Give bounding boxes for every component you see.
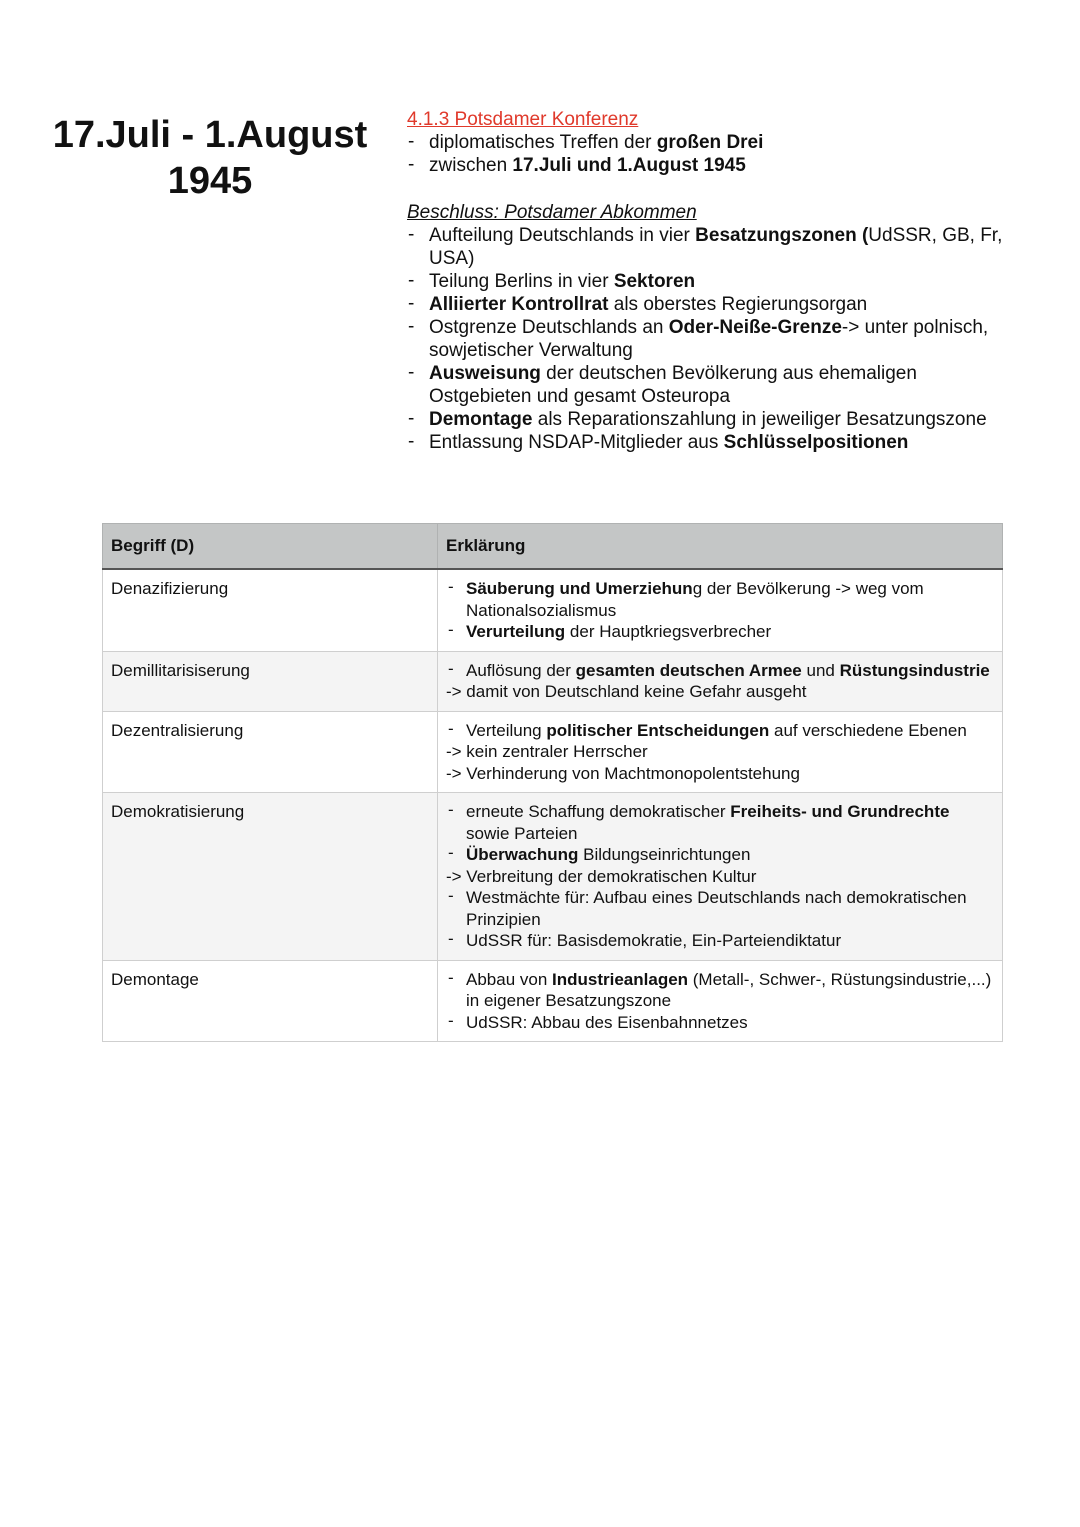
header-explanation: Erklärung [438,524,1003,570]
bold-text: Oder-Neiße-Grenze [668,317,842,338]
explanation-line [446,763,994,785]
bold-text: politischer Entscheidungen [546,720,770,740]
text: (Metall-, Schwer-, Rüstungsindustrie,...) in eigener Besatzungszone [466,969,992,1010]
explanation-line [446,801,994,844]
term-cell: Demokratisierung [103,793,438,961]
explanation-cell [438,651,1003,711]
explanation-cell [438,960,1003,1042]
text: als oberstes Regierungsorgan [608,294,868,315]
bold-text: Demontage [429,409,533,430]
bold-text: Säuberung und Umerziehun [466,579,693,598]
bold-text: großen Drei [656,132,764,153]
decision-subtitle: Beschluss: Potsdamer Abkommen [407,202,697,223]
explanation-line [446,866,994,888]
text: auf verschiedene Ebenen [769,720,967,740]
text: UdSSR: Abbau des Eisenbahnnetzes [466,1012,748,1032]
bold-text: Besatzungszonen ( [695,225,869,246]
text: Auflösung der [466,660,576,680]
date-heading-line2: 1945 [167,160,253,202]
explanation-line [446,720,994,742]
text: Bildungseinrichtungen [578,845,751,864]
text: Teilung Berlins in vier [429,271,614,292]
text: Aufteilung Deutschlands in vier [429,225,696,246]
explanation-cell [438,793,1003,961]
bold-text: Ausweisung [429,363,541,384]
date-heading [40,112,380,204]
text: und [801,660,840,680]
text: Westmächte für: Aufbau eines Deutschlands nach demokratischen Prinzipien [466,888,967,929]
explanation-line [446,844,994,866]
text: g der Bevölkerung -> weg vom Nationalsozialismus [466,579,924,620]
notes-section [407,108,1007,454]
text: Ostgrenze Deutschlands an [429,317,669,338]
explanation-line [446,741,994,763]
bold-text: Rüstungsindustrie [839,660,990,680]
section-title: 4.1.3 Potsdamer Konferenz [407,109,639,130]
text: sowie Parteien [466,823,578,843]
list-item [407,224,1007,270]
text: erneute Schaffung demokratischer [466,802,731,821]
text: der deutschen Bevölkerung aus ehemaligen Ostgebieten und gesamt Osteuropa [429,363,917,407]
explanation-cell [438,569,1003,651]
text: als Reparationszahlung in jeweiliger Besatzungszone [532,409,987,430]
bold-text: Industrieanlagen [552,969,689,989]
text: der Hauptkriegsverbrecher [565,622,772,641]
list-item [407,154,1007,177]
text: -> kein zentraler Herrscher [446,742,648,761]
explanation-line [446,681,994,703]
table-row [103,711,1003,793]
bold-text: Verurteilung [466,622,566,641]
explanation-line [446,969,994,1012]
list-item [407,408,1007,431]
text: Abbau von [466,969,553,989]
bold-text: Alliierter Kontrollrat [429,294,609,315]
explanation-line [446,621,994,643]
term-cell: Denazifizierung [103,569,438,651]
table-header-row [103,524,1003,570]
table-row [103,651,1003,711]
text: UdSSR für: Basisdemokratie, Ein-Parteiendiktatur [466,931,842,950]
table-row [103,793,1003,961]
text: diplomatisches Treffen der [429,132,657,153]
explanation-line [446,660,994,682]
term-cell: Dezentralisierung [103,711,438,793]
explanation-line [446,578,994,621]
text: -> damit von Deutschland keine Gefahr ausgeht [446,682,807,701]
table-body [103,569,1003,1042]
bold-text: 17.Juli und 1.August 1945 [512,155,746,176]
table-row [103,960,1003,1042]
list-item [407,270,1007,293]
bold-text: Sektoren [613,271,696,292]
intro-list [407,131,1007,177]
list-item [407,362,1007,408]
decision-list [407,224,1007,454]
text: zwischen [429,155,513,176]
header-term: Begriff (D) [103,524,438,570]
text: -> Verhinderung von Machtmonopolentstehung [446,763,800,783]
list-item [407,431,1007,454]
text: -> unter polnisch, sowjetischer Verwaltung [429,317,989,361]
explanation-line [446,930,994,952]
text: Entlassung NSDAP-Mitglieder aus [429,432,724,453]
explanation-line [446,1012,994,1034]
bold-text: Überwachung [466,845,579,864]
bold-text: gesamten deutschen Armee [575,660,802,680]
text: Verteilung [466,720,547,740]
term-cell: Demontage [103,960,438,1042]
list-item [407,316,1007,362]
date-heading-line1: 17.Juli - 1.August [52,114,368,156]
list-item [407,293,1007,316]
text: -> Verbreitung der demokratischen Kultur [446,866,757,886]
table-row [103,569,1003,651]
text: UdSSR, GB, Fr, USA) [429,225,1003,269]
terms-table [102,523,1003,1042]
explanation-line [446,887,994,930]
term-cell: Demillitarisiserung [103,651,438,711]
explanation-cell [438,711,1003,793]
bold-text: Freiheits- und Grundrechte [730,802,950,821]
list-item [407,131,1007,154]
bold-text: Schlüsselpositionen [723,432,909,453]
